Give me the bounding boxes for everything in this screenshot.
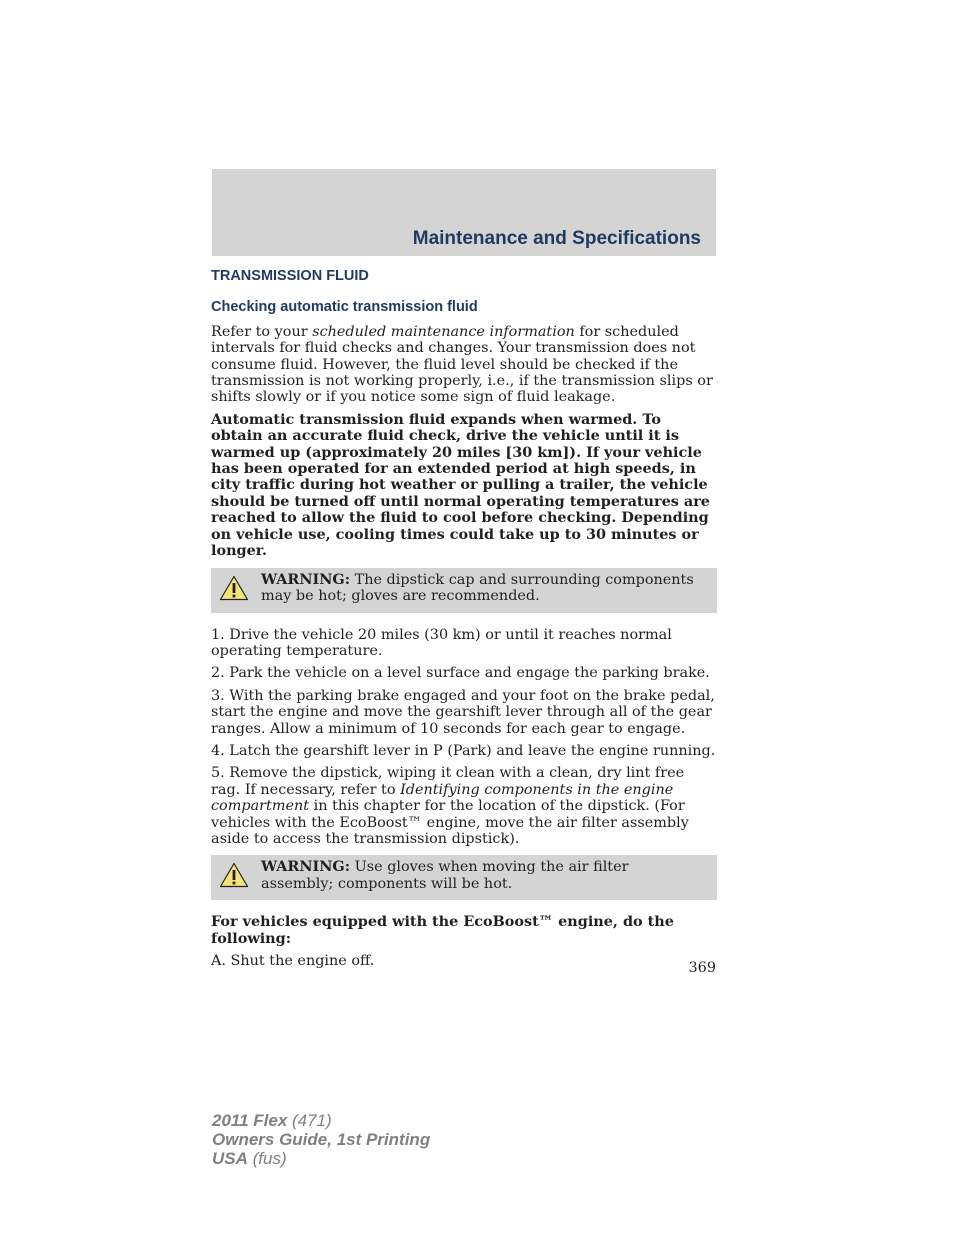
warning-label: WARNING:	[261, 570, 351, 588]
ecoboost-heading: For vehicles equipped with the EcoBoost™ engine, do the following:	[211, 913, 674, 947]
fluid-expansion-note: Automatic transmission fluid expands when warmed. To obtain an accurate fluid check, drive the vehicle until it is warmed up (approximately 20 miles [30 km]). If your vehicle has been operated for an extended period at high speeds, in city traffic during hot weather or pulling a trailer, the vehicle should be turned off until normal operating temperatures are reached to allow the fluid to cool before checking. Depending on vehicle use, cooling times could take up to 30 minutes or longer.	[211, 410, 710, 560]
engine-compartment-reference: Identifying components in the engine compartment	[211, 781, 674, 815]
warning-triangle-icon	[219, 862, 249, 888]
footer-region-line: USA (fus)	[212, 1149, 287, 1168]
step-3: 3. With the parking brake engaged and your foot on the brake pedal, start the engine and move the gearshift lever through all of the gear ranges. Allow a minimum of 10 seconds for each gear to engage.	[211, 687, 715, 737]
intro-paragraph: Refer to your scheduled maintenance information for scheduled intervals for fluid checks and changes. Your transmission does not consume fluid. However, the fluid level should be checked if the transmission is not working properly, i.e., if the transmission slips or shifts slowly or if you notice some sign of fluid leakage.	[211, 323, 713, 406]
footer-model-line: 2011 Flex (471)	[212, 1111, 332, 1130]
footer-publication-info	[212, 1111, 430, 1168]
maintenance-info-reference: scheduled maintenance information	[312, 323, 575, 340]
page-number: 369	[688, 960, 716, 976]
step-a: A. Shut the engine off.	[211, 953, 375, 970]
page-content	[211, 266, 717, 970]
warning-box-hot-components	[211, 568, 717, 613]
subheading-checking-fluid: Checking automatic transmission fluid	[211, 299, 478, 316]
heading-transmission-fluid: TRANSMISSION FLUID	[211, 268, 369, 284]
step-5: 5. Remove the dipstick, wiping it clean with a clean, dry lint free rag. If necessary, refer to Identifying components in the engine compartment in this chapter for the location of the dipstick. (For vehicles with the EcoBoost™ engine, move the air filter assembly aside to access the transmission dipstick).	[211, 765, 689, 847]
step-1: 1. Drive the vehicle 20 miles (30 km) or until it reaches normal operating temperature.	[211, 626, 672, 659]
step-4: 4. Latch the gearshift lever in P (Park) and leave the engine running.	[211, 742, 716, 759]
footer-guide-line: Owners Guide, 1st Printing	[212, 1130, 431, 1149]
step-2: 2. Park the vehicle on a level surface and engage the parking brake.	[211, 665, 710, 682]
warning-box-air-filter	[211, 855, 717, 900]
warning-triangle-icon	[219, 575, 249, 601]
warning-label: WARNING:	[261, 858, 351, 876]
section-title: Maintenance and Specifications	[412, 228, 701, 249]
warning-text: The dipstick cap and surrounding components may be hot; gloves are recommended.	[261, 571, 694, 604]
warning-text: Use gloves when moving the air filter assembly; components will be hot.	[261, 859, 629, 892]
section-header-band	[212, 169, 716, 256]
